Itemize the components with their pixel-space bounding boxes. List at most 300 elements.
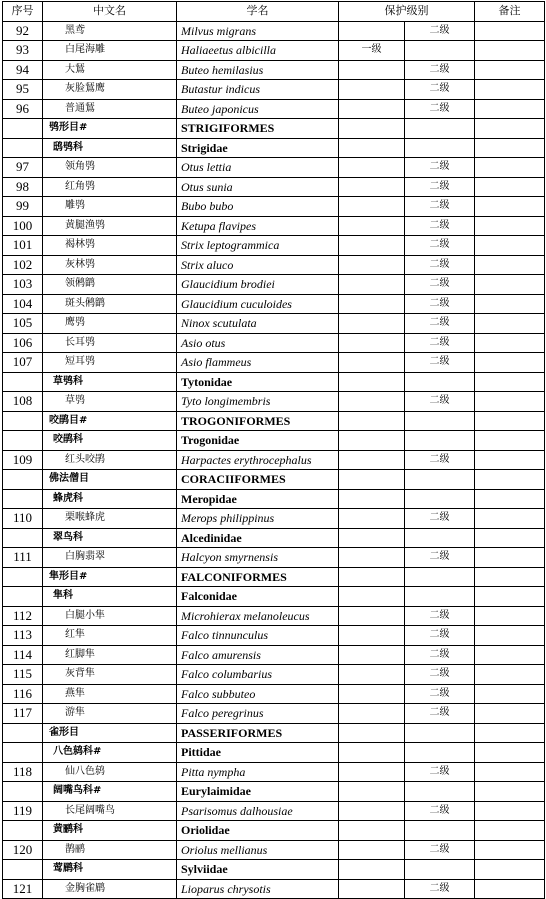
remarks-cell [475,606,545,626]
scientific-name-cell: Falco peregrinus [177,704,339,724]
chinese-name-cell: 长耳鸮 [43,333,177,353]
remarks-cell [475,177,545,197]
protection-class-1-cell [339,80,405,100]
scientific-name-cell: Sylviidae [177,860,339,880]
scientific-name-cell: Psarisomus dalhousiae [177,801,339,821]
protection-class-2-cell: 二级 [405,236,475,256]
protection-class-2-cell [405,743,475,763]
protection-class-2-cell [405,470,475,490]
species-row [3,333,545,353]
protection-class-2-cell [405,567,475,587]
remarks-cell [475,782,545,802]
scientific-name-cell: Buteo hemilasius [177,60,339,80]
scientific-name-cell: Trogonidae [177,431,339,451]
protection-class-2-cell [405,489,475,509]
protection-class-2-cell [405,587,475,607]
protection-class-1-cell [339,119,405,139]
family-row [3,587,545,607]
protection-class-2-cell: 二级 [405,626,475,646]
chinese-name-cell: 鹰鸮 [43,314,177,334]
protection-class-1-cell [339,138,405,158]
protection-class-1-cell [339,275,405,295]
row-number [3,860,43,880]
protection-class-2-cell: 二级 [405,645,475,665]
row-number: 107 [3,353,43,373]
protection-class-2-cell: 二级 [405,801,475,821]
species-row [3,80,545,100]
species-row [3,645,545,665]
remarks-cell [475,236,545,256]
remarks-cell [475,645,545,665]
table-body [3,21,545,899]
chinese-name-cell: 白尾海雕 [43,41,177,61]
protection-class-2-cell: 二级 [405,548,475,568]
remarks-cell [475,431,545,451]
protection-class-1-cell [339,216,405,236]
chinese-name-cell: 领角鸮 [43,158,177,178]
scientific-name-cell: Strix leptogrammica [177,236,339,256]
row-number [3,470,43,490]
protection-class-1-cell [339,606,405,626]
remarks-cell [475,879,545,899]
remarks-cell [475,333,545,353]
order-row [3,723,545,743]
row-number: 115 [3,665,43,685]
protection-class-1-cell [339,353,405,373]
chinese-name-cell: 鸮形目# [43,119,177,139]
protection-class-1-cell [339,21,405,41]
row-number: 109 [3,450,43,470]
protection-class-2-cell: 二级 [405,762,475,782]
remarks-cell [475,762,545,782]
remarks-cell [475,294,545,314]
header-no: 序号 [3,2,43,22]
scientific-name-cell: Haliaeetus albicilla [177,41,339,61]
protection-class-2-cell: 二级 [405,21,475,41]
scientific-name-cell: STRIGIFORMES [177,119,339,139]
protection-class-2-cell: 二级 [405,314,475,334]
row-number [3,431,43,451]
protection-class-1-cell [339,879,405,899]
protection-class-1-cell [339,372,405,392]
row-number: 92 [3,21,43,41]
protection-class-2-cell: 二级 [405,177,475,197]
protection-class-2-cell [405,723,475,743]
protection-class-2-cell: 二级 [405,684,475,704]
scientific-name-cell: Otus sunia [177,177,339,197]
remarks-cell [475,21,545,41]
remarks-cell [475,684,545,704]
scientific-name-cell: Glaucidium cuculoides [177,294,339,314]
protection-class-1-cell [339,158,405,178]
scientific-name-cell: Microhierax melanoleucus [177,606,339,626]
chinese-name-cell: 翠鸟科 [43,528,177,548]
chinese-name-cell: 普通鵟 [43,99,177,119]
protection-class-2-cell: 二级 [405,606,475,626]
row-number: 99 [3,197,43,217]
scientific-name-cell: Falco amurensis [177,645,339,665]
protection-class-2-cell [405,411,475,431]
protection-class-2-cell: 二级 [405,840,475,860]
protection-class-1-cell [339,548,405,568]
row-number: 113 [3,626,43,646]
remarks-cell [475,275,545,295]
scientific-name-cell: Otus lettia [177,158,339,178]
chinese-name-cell: 咬鹃目# [43,411,177,431]
scientific-name-cell: TROGONIFORMES [177,411,339,431]
protection-class-1-cell [339,665,405,685]
protection-class-1-cell [339,450,405,470]
chinese-name-cell: 栗喉蜂虎 [43,509,177,529]
row-number: 106 [3,333,43,353]
row-number [3,587,43,607]
scientific-name-cell: Pittidae [177,743,339,763]
chinese-name-cell: 阔嘴鸟科# [43,782,177,802]
remarks-cell [475,821,545,841]
order-row [3,119,545,139]
protection-class-1-cell [339,470,405,490]
scientific-name-cell: Harpactes erythrocephalus [177,450,339,470]
row-number: 97 [3,158,43,178]
protection-class-1-cell [339,840,405,860]
remarks-cell [475,723,545,743]
scientific-name-cell: Strigidae [177,138,339,158]
protection-class-2-cell [405,821,475,841]
chinese-name-cell: 红隼 [43,626,177,646]
scientific-name-cell: Asio otus [177,333,339,353]
chinese-name-cell: 大鵟 [43,60,177,80]
order-row [3,567,545,587]
remarks-cell [475,860,545,880]
row-number [3,723,43,743]
remarks-cell [475,99,545,119]
remarks-cell [475,158,545,178]
remarks-cell [475,587,545,607]
protection-class-1-cell [339,236,405,256]
species-row [3,665,545,685]
chinese-name-cell: 隼形目# [43,567,177,587]
chinese-name-cell: 灰脸鵟鹰 [43,80,177,100]
protection-class-2-cell: 二级 [405,450,475,470]
chinese-name-cell: 褐林鸮 [43,236,177,256]
protection-class-1-cell [339,743,405,763]
chinese-name-cell: 领鸺鹠 [43,275,177,295]
protection-class-2-cell [405,860,475,880]
protection-class-1-cell: 一级 [339,41,405,61]
species-row [3,606,545,626]
species-protection-table [2,1,545,899]
header-remarks: 备注 [475,2,545,22]
chinese-name-cell: 红脚隼 [43,645,177,665]
chinese-name-cell: 黄腿渔鸮 [43,216,177,236]
chinese-name-cell: 白胸翡翠 [43,548,177,568]
species-row [3,236,545,256]
chinese-name-cell: 蜂虎科 [43,489,177,509]
remarks-cell [475,548,545,568]
row-number: 108 [3,392,43,412]
chinese-name-cell: 燕隼 [43,684,177,704]
remarks-cell [475,392,545,412]
row-number: 118 [3,762,43,782]
remarks-cell [475,138,545,158]
row-number: 98 [3,177,43,197]
species-row [3,158,545,178]
row-number: 96 [3,99,43,119]
scientific-name-cell: Strix aluco [177,255,339,275]
protection-class-1-cell [339,294,405,314]
row-number: 112 [3,606,43,626]
remarks-cell [475,80,545,100]
protection-class-2-cell: 二级 [405,294,475,314]
row-number: 121 [3,879,43,899]
chinese-name-cell: 雀形目 [43,723,177,743]
remarks-cell [475,411,545,431]
protection-class-1-cell [339,821,405,841]
chinese-name-cell: 灰林鸮 [43,255,177,275]
scientific-name-cell: Merops philippinus [177,509,339,529]
chinese-name-cell: 灰背隼 [43,665,177,685]
species-row [3,197,545,217]
scientific-name-cell: Glaucidium brodiei [177,275,339,295]
species-row [3,314,545,334]
species-row [3,840,545,860]
species-row [3,275,545,295]
scientific-name-cell: Asio flammeus [177,353,339,373]
protection-class-2-cell: 二级 [405,80,475,100]
row-number [3,138,43,158]
chinese-name-cell: 黑鸢 [43,21,177,41]
protection-class-1-cell [339,782,405,802]
protection-class-2-cell: 二级 [405,333,475,353]
species-row [3,21,545,41]
protection-class-2-cell: 二级 [405,255,475,275]
chinese-name-cell: 红角鸮 [43,177,177,197]
scientific-name-cell: Lioparus chrysotis [177,879,339,899]
scientific-name-cell: Tyto longimembris [177,392,339,412]
species-row [3,177,545,197]
protection-class-1-cell [339,314,405,334]
protection-class-2-cell: 二级 [405,60,475,80]
protection-class-1-cell [339,684,405,704]
chinese-name-cell: 短耳鸮 [43,353,177,373]
remarks-cell [475,743,545,763]
protection-class-1-cell [339,626,405,646]
remarks-cell [475,626,545,646]
protection-class-1-cell [339,489,405,509]
remarks-cell [475,216,545,236]
protection-class-2-cell: 二级 [405,392,475,412]
remarks-cell [475,489,545,509]
protection-class-2-cell: 二级 [405,197,475,217]
scientific-name-cell: Eurylaimidae [177,782,339,802]
family-row [3,821,545,841]
species-row [3,450,545,470]
row-number: 117 [3,704,43,724]
species-row [3,509,545,529]
chinese-name-cell: 隼科 [43,587,177,607]
remarks-cell [475,119,545,139]
remarks-cell [475,450,545,470]
scientific-name-cell: Falco subbuteo [177,684,339,704]
species-row [3,392,545,412]
species-row [3,762,545,782]
protection-class-2-cell: 二级 [405,99,475,119]
scientific-name-cell: Pitta nympha [177,762,339,782]
scientific-name-cell: Milvus migrans [177,21,339,41]
scientific-name-cell: Bubo bubo [177,197,339,217]
row-number: 101 [3,236,43,256]
species-row [3,801,545,821]
remarks-cell [475,509,545,529]
family-row [3,782,545,802]
row-number: 114 [3,645,43,665]
chinese-name-cell: 斑头鸺鹠 [43,294,177,314]
scientific-name-cell: Tytonidae [177,372,339,392]
protection-class-1-cell [339,431,405,451]
chinese-name-cell: 长尾阔嘴鸟 [43,801,177,821]
remarks-cell [475,255,545,275]
family-row [3,372,545,392]
chinese-name-cell: 八色鸫科# [43,743,177,763]
protection-class-1-cell [339,704,405,724]
row-number [3,567,43,587]
species-row [3,60,545,80]
scientific-name-cell: Ketupa flavipes [177,216,339,236]
family-row [3,860,545,880]
scientific-name-cell: Meropidae [177,489,339,509]
row-number: 103 [3,275,43,295]
header-row [3,2,545,22]
chinese-name-cell: 黄鹂科 [43,821,177,841]
protection-class-1-cell [339,762,405,782]
row-number: 120 [3,840,43,860]
remarks-cell [475,704,545,724]
family-row [3,489,545,509]
chinese-name-cell: 仙八色鸫 [43,762,177,782]
scientific-name-cell: Oriolus mellianus [177,840,339,860]
scientific-name-cell: Oriolidae [177,821,339,841]
order-row [3,411,545,431]
scientific-name-cell: Buteo japonicus [177,99,339,119]
chinese-name-cell: 金胸雀鹛 [43,879,177,899]
remarks-cell [475,41,545,61]
species-row [3,99,545,119]
species-row [3,353,545,373]
header-scientific-name: 学名 [177,2,339,22]
row-number [3,528,43,548]
scientific-name-cell: Butastur indicus [177,80,339,100]
species-row [3,548,545,568]
header-chinese-name: 中文名 [43,2,177,22]
scientific-name-cell: FALCONIFORMES [177,567,339,587]
protection-class-2-cell [405,372,475,392]
scientific-name-cell: Ninox scutulata [177,314,339,334]
chinese-name-cell: 咬鹃科 [43,431,177,451]
header-protection-level: 保护级别 [339,2,475,22]
chinese-name-cell: 红头咬鹃 [43,450,177,470]
remarks-cell [475,567,545,587]
chinese-name-cell: 佛法僧目 [43,470,177,490]
protection-class-2-cell: 二级 [405,704,475,724]
remarks-cell [475,197,545,217]
remarks-cell [475,665,545,685]
remarks-cell [475,840,545,860]
chinese-name-cell: 草鸮 [43,392,177,412]
family-row [3,528,545,548]
row-number: 100 [3,216,43,236]
protection-class-1-cell [339,528,405,548]
row-number: 110 [3,509,43,529]
remarks-cell [475,470,545,490]
chinese-name-cell: 雕鸮 [43,197,177,217]
protection-class-1-cell [339,567,405,587]
protection-class-2-cell [405,119,475,139]
chinese-name-cell: 游隼 [43,704,177,724]
protection-class-1-cell [339,255,405,275]
protection-class-1-cell [339,197,405,217]
row-number [3,743,43,763]
chinese-name-cell: 鹊鹂 [43,840,177,860]
protection-class-1-cell [339,723,405,743]
row-number [3,119,43,139]
row-number [3,489,43,509]
protection-class-1-cell [339,801,405,821]
protection-class-2-cell: 二级 [405,509,475,529]
remarks-cell [475,372,545,392]
row-number: 104 [3,294,43,314]
row-number [3,411,43,431]
row-number: 119 [3,801,43,821]
protection-class-1-cell [339,177,405,197]
row-number: 95 [3,80,43,100]
species-row [3,255,545,275]
protection-class-2-cell: 二级 [405,216,475,236]
scientific-name-cell: Halcyon smyrnensis [177,548,339,568]
chinese-name-cell: 草鸮科 [43,372,177,392]
row-number [3,821,43,841]
species-row [3,879,545,899]
scientific-name-cell: CORACIIFORMES [177,470,339,490]
scientific-name-cell: Falco tinnunculus [177,626,339,646]
row-number: 93 [3,41,43,61]
protection-class-2-cell [405,528,475,548]
remarks-cell [475,801,545,821]
protection-class-1-cell [339,333,405,353]
scientific-name-cell: Falconidae [177,587,339,607]
remarks-cell [475,314,545,334]
protection-class-1-cell [339,411,405,431]
protection-class-2-cell [405,41,475,61]
row-number: 102 [3,255,43,275]
row-number: 105 [3,314,43,334]
row-number: 111 [3,548,43,568]
species-row [3,626,545,646]
protection-class-1-cell [339,392,405,412]
chinese-name-cell: 莺鹛科 [43,860,177,880]
remarks-cell [475,353,545,373]
family-row [3,431,545,451]
remarks-cell [475,60,545,80]
remarks-cell [475,528,545,548]
species-row [3,216,545,236]
protection-class-2-cell [405,138,475,158]
protection-class-2-cell: 二级 [405,275,475,295]
protection-class-2-cell: 二级 [405,353,475,373]
protection-class-1-cell [339,645,405,665]
row-number: 94 [3,60,43,80]
protection-class-1-cell [339,860,405,880]
protection-class-2-cell: 二级 [405,158,475,178]
